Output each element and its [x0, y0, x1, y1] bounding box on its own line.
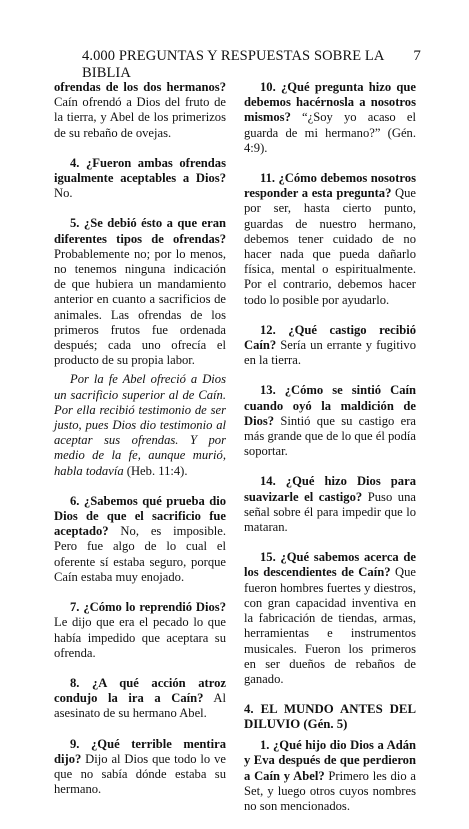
question: 14. ¿Qué hizo Dios para suavizarle el castigo?: [244, 474, 416, 504]
running-header: [82, 48, 421, 82]
answer: Primero les dio a Set, y luego otros cuyos nombres no son mencionados.: [244, 768, 416, 813]
question: 10. ¿Qué pregunta hizo que debemos hacérnosla a nosotros mismos?: [244, 80, 416, 125]
question: 11. ¿Cómo debemos nosotros responder a esta pregunta?: [244, 171, 416, 201]
qa-item: [244, 738, 416, 814]
question: 1. ¿Qué hijo dio Dios a Adán y Eva después de que perdieron a Caín y Abel?: [244, 738, 416, 783]
question: 8. ¿A qué acción atroz condujo la ira a Caín?: [54, 675, 226, 706]
answer: Sintió que su castigo era más grande que de lo que él podía soportar.: [244, 413, 416, 459]
answer: Que fueron hombres fuertes y diestros, con gran capacidad inventiva en la fabricación de tiendas, armas, herramientas e instrumentos musicales. Fueron los primeros en ser dueños de rebaños de ganado.: [244, 565, 416, 686]
qa-item: [54, 600, 226, 661]
answer: No.: [54, 186, 73, 201]
answer: Probablemente no; por lo menos, no tenemos ninguna indicación de que hubiera un mandamiento anterior en cuanto a sacrificios de animales. Las ofrendas de los primeros frutos fue ordenada después; cada uno ofrecía el producto de su propia labor.: [54, 246, 226, 368]
book-title: 4.000 PREGUNTAS Y RESPUESTAS SOBRE LA BIBLIA: [82, 48, 384, 81]
qa-item: [244, 323, 416, 369]
qa-item: [244, 171, 416, 308]
answer: Que por ser, hasta cierto punto, guardas de nuestro hermano, debemos tener cuidado de no hacer nada que pueda dañarlo física, mental o espiritualmente. Por el contrario, debemos hacer todo lo posible por ayudarlo.: [244, 186, 416, 307]
question: 6. ¿Sabemos qué prueba dio Dios de que el sacrificio fue aceptado?: [54, 493, 226, 539]
question: ofrendas de los dos hermanos?: [54, 80, 226, 94]
page-number: 7: [413, 48, 421, 64]
answer: Dijo al Dios que todo lo ve que no sabía dónde estaba su hermano.: [54, 751, 226, 797]
qa-item: [244, 383, 416, 459]
left-column: [54, 80, 226, 812]
qa-item: [54, 156, 226, 202]
qa-item: [54, 737, 226, 798]
quote-reference: (Heb. 11:4).: [123, 463, 188, 478]
qa-item: [54, 80, 226, 141]
qa-item: [54, 494, 226, 585]
question: 13. ¿Cómo se sintió Caín cuando oyó la maldición de Dios?: [244, 383, 416, 428]
qa-item: [54, 676, 226, 722]
question: 12. ¿Qué castigo recibió Caín?: [244, 322, 416, 353]
question: 15. ¿Qué sabemos acerca de los descendientes de Caín?: [244, 550, 416, 580]
question: 4. ¿Fueron ambas ofrendas igualmente aceptables a Dios?: [54, 155, 226, 186]
qa-item: [54, 216, 226, 368]
question: 7. ¿Cómo lo reprendió Dios?: [70, 600, 226, 615]
answer: Le dijo que era el pecado lo que había impedido que aceptara su ofrenda.: [54, 615, 226, 660]
answer: “¿Soy yo acaso el guarda de mi hermano?” (Gén. 4:9).: [244, 110, 416, 155]
section-heading: 4. EL MUNDO ANTES DEL DILUVIO (Gén. 5): [244, 702, 416, 732]
answer: Caín ofrendó a Dios del fruto de la tierra, y Abel de los primerizos de su rebaño de ovejas.: [54, 95, 226, 140]
qa-item: [244, 550, 416, 687]
quote-text: Por la fe Abel ofreció a Dios un sacrificio superior al de Caín. Por ella recibió testimonio de ser justo, pues Dios dio testimonio al aceptar sus ofrendas. Y por medio de la fe, aunque murió, habla todavía: [54, 372, 226, 478]
answer: Sería un errante y fugitivo en la tierra.: [244, 338, 416, 368]
question: 9. ¿Qué terrible mentira dijo?: [54, 736, 226, 766]
right-column: [244, 80, 416, 829]
answer: Puso una señal sobre él para impedir que lo mataran.: [244, 489, 416, 535]
answer: No, es imposible. Pero fue algo de lo cual el oferente sí estaba seguro, porque Caín estaba muy enojado.: [54, 524, 226, 584]
qa-item: [244, 80, 416, 156]
qa-item: [244, 474, 416, 535]
question: 5. ¿Se debió ésto a que eran diferentes tipos de ofrendas?: [54, 216, 226, 246]
answer: Al asesinato de su hermano Abel.: [54, 691, 226, 721]
scripture-quote: [54, 372, 226, 478]
